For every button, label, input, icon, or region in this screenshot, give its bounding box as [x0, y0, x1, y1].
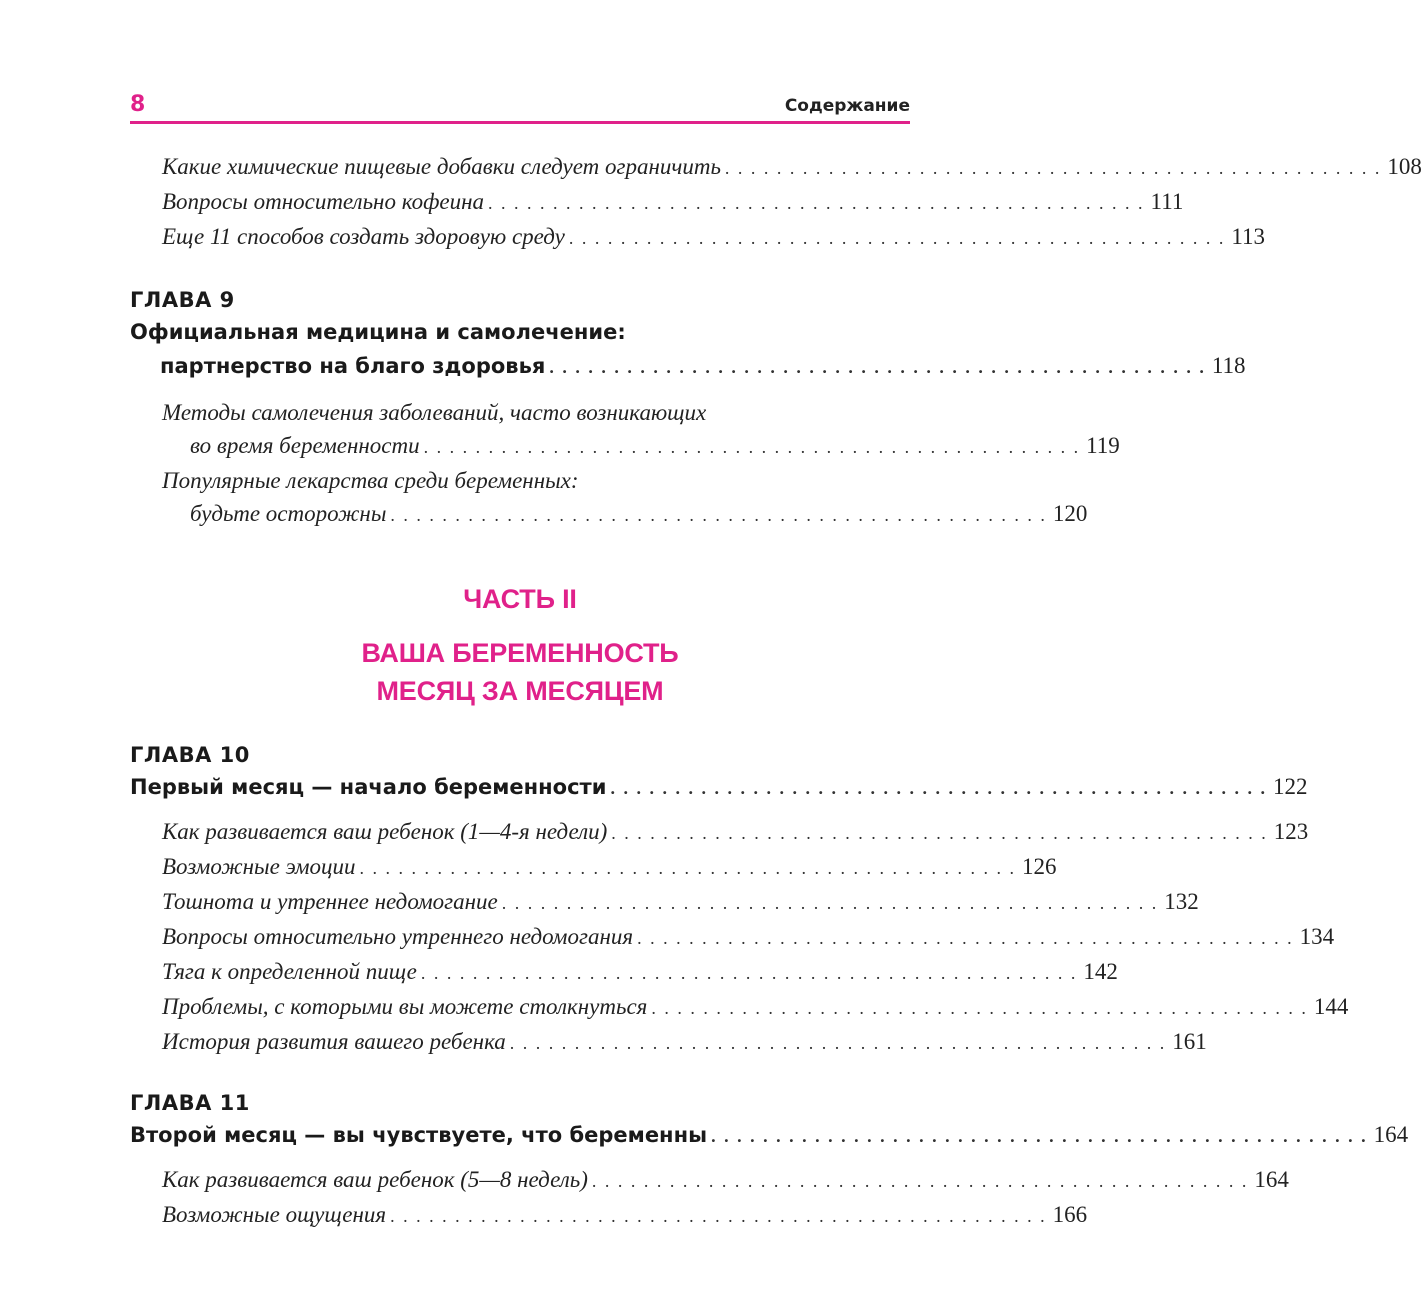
leader-dots: . . . . . . . . . . . . . . . . . . . . . . . . . . . . . . . . . . . . . . . . . . . . . . . . . . . [724, 158, 1382, 178]
toc-entry[interactable]: Возможные эмоции . . . . . . . . . . . . . . . . . . . . . . . . . . . . . . . . . . . . . . . . . . . . . . . . . . . 126 [130, 850, 942, 885]
toc-entry[interactable]: Какие химические пищевые добавки следует ограничить . . . . . . . . . . . . . . . . . . . . . . . . . . . . . . . . . . . . . . . . . . . . . . . . . . . 108 [130, 150, 942, 185]
leader-dots: . . . . . . . . . . . . . . . . . . . . . . . . . . . . . . . . . . . . . . . . . . . . . . . . . . . [509, 1033, 1167, 1053]
part-title: ВАША БЕРЕМЕННОСТЬ [361, 638, 679, 668]
toc-entry[interactable]: Тяга к определенной пище . . . . . . . . . . . . . . . . . . . . . . . . . . . . . . . . . . . . . . . . . . . . . . . . . . . 142 [130, 955, 942, 990]
page-ref: 132 [1164, 889, 1199, 914]
page-ref: 122 [1272, 774, 1308, 799]
leader-dots: . . . . . . . . . . . . . . . . . . . . . . . . . . . . . . . . . . . . . . . . . . . . . . . . . . . [420, 963, 1078, 983]
toc-entry-continued[interactable]: во время беременности . . . . . . . . . . . . . . . . . . . . . . . . . . . . . . . . . . . . . . . . . . . . . . . . . . . 119 [130, 429, 970, 464]
toc-entry[interactable]: Популярные лекарства среди беременных: [162, 468, 579, 493]
page-ref: 120 [1052, 501, 1088, 526]
page-ref: 161 [1172, 1029, 1207, 1054]
toc-entry-continued[interactable]: будьте осторожны . . . . . . . . . . . . . . . . . . . . . . . . . . . . . . . . . . . . . . . . . . . . . . . . . . . 120 [130, 497, 970, 532]
page-header [130, 92, 910, 120]
chapter-label: ГЛАВА 11 [130, 1091, 250, 1115]
leader-dots: . . . . . . . . . . . . . . . . . . . . . . . . . . . . . . . . . . . . . . . . . . . . . . . . . . . [488, 193, 1145, 213]
leader-dots: . . . . . . . . . . . . . . . . . . . . . . . . . . . . . . . . . . . . . . . . . . . . . . . . . . . [501, 893, 1159, 913]
page-ref: 142 [1083, 959, 1118, 984]
toc-entry[interactable]: Проблемы, с которыми вы можете столкнуться . . . . . . . . . . . . . . . . . . . . . . . . . . . . . . . . . . . . . . . . . . . . . . . . . . . 144 [130, 990, 942, 1025]
page-ref: 166 [1052, 1202, 1088, 1227]
toc-entry[interactable]: Еще 11 способов создать здоровую среду . . . . . . . . . . . . . . . . . . . . . . . . . . . . . . . . . . . . . . . . . . . . . . . . . . . 113 [130, 220, 942, 255]
leader-dots: . . . . . . . . . . . . . . . . . . . . . . . . . . . . . . . . . . . . . . . . . . . . . . . . . . . [637, 928, 1294, 948]
page-ref: 164 [1373, 1122, 1409, 1147]
leader-dots: . . . . . . . . . . . . . . . . . . . . . . . . . . . . . . . . . . . . . . . . . . . . . . . . . . . [711, 1126, 1368, 1146]
page-ref: 111 [1150, 189, 1184, 214]
chapter-label: ГЛАВА 10 [130, 743, 250, 767]
leader-dots: . . . . . . . . . . . . . . . . . . . . . . . . . . . . . . . . . . . . . . . . . . . . . . . . . . . [651, 998, 1308, 1018]
page-ref: 144 [1313, 994, 1349, 1019]
leader-dots: . . . . . . . . . . . . . . . . . . . . . . . . . . . . . . . . . . . . . . . . . . . . . . . . . . . [611, 823, 1268, 843]
table-of-contents [130, 150, 1422, 1233]
part-label: ЧАСТЬ II [463, 584, 577, 614]
chapter-title-continued[interactable]: партнерство на благо здоровья . . . . . . . . . . . . . . . . . . . . . . . . . . . . . . . . . . . . . . . . . . . . . . . . . . . 118 [130, 349, 940, 384]
chapter-title[interactable]: Официальная медицина и самолечение: [130, 320, 626, 344]
toc-entry[interactable]: Вопросы относительно кофеина . . . . . . . . . . . . . . . . . . . . . . . . . . . . . . . . . . . . . . . . . . . . . . . . . . . 111 [130, 185, 942, 220]
leader-dots: . . . . . . . . . . . . . . . . . . . . . . . . . . . . . . . . . . . . . . . . . . . . . . . . . . . [390, 505, 1047, 525]
page-ref: 123 [1273, 819, 1309, 844]
leader-dots: . . . . . . . . . . . . . . . . . . . . . . . . . . . . . . . . . . . . . . . . . . . . . . . . . . . [390, 1206, 1047, 1226]
page-ref: 118 [1211, 353, 1246, 378]
page-number: 8 [130, 92, 146, 117]
toc-entry[interactable]: Тошнота и утреннее недомогание . . . . . . . . . . . . . . . . . . . . . . . . . . . . . . . . . . . . . . . . . . . . . . . . . . . 132 [130, 885, 942, 920]
toc-entry[interactable]: Методы самолечения заболеваний, часто возникающих [162, 400, 707, 425]
chapter-title[interactable]: Первый месяц — начало беременности . . . . . . . . . . . . . . . . . . . . . . . . . . . . . . . . . . . . . . . . . . . . . . . . . . . 122 [130, 770, 910, 805]
toc-entry[interactable]: Как развивается ваш ребенок (1—4-я недели) . . . . . . . . . . . . . . . . . . . . . . . . . . . . . . . . . . . . . . . . . . . . . . . . . . . 123 [130, 815, 942, 850]
page-ref: 126 [1022, 854, 1057, 879]
toc-entry[interactable]: Как развивается ваш ребенок (5—8 недель) . . . . . . . . . . . . . . . . . . . . . . . . . . . . . . . . . . . . . . . . . . . . . . . . . . . 164 [130, 1163, 942, 1198]
header-rule [130, 121, 910, 124]
chapter-label: ГЛАВА 9 [130, 288, 235, 312]
page-ref: 164 [1254, 1167, 1289, 1192]
toc-entry[interactable]: Вопросы относительно утреннего недомогания . . . . . . . . . . . . . . . . . . . . . . . . . . . . . . . . . . . . . . . . . . . . . . . . . . . 134 [130, 920, 942, 955]
chapter-title[interactable]: Второй месяц — вы чувствуете, что беременны . . . . . . . . . . . . . . . . . . . . . . . . . . . . . . . . . . . . . . . . . . . . . . . . . . . 164 [130, 1118, 910, 1153]
toc-entry[interactable]: История развития вашего ребенка . . . . . . . . . . . . . . . . . . . . . . . . . . . . . . . . . . . . . . . . . . . . . . . . . . . 161 [130, 1025, 942, 1060]
leader-dots: . . . . . . . . . . . . . . . . . . . . . . . . . . . . . . . . . . . . . . . . . . . . . . . . . . . [549, 357, 1206, 377]
leader-dots: . . . . . . . . . . . . . . . . . . . . . . . . . . . . . . . . . . . . . . . . . . . . . . . . . . . [591, 1171, 1249, 1191]
page-ref: 134 [1299, 924, 1335, 949]
leader-dots: . . . . . . . . . . . . . . . . . . . . . . . . . . . . . . . . . . . . . . . . . . . . . . . . . . . [423, 437, 1081, 457]
leader-dots: . . . . . . . . . . . . . . . . . . . . . . . . . . . . . . . . . . . . . . . . . . . . . . . . . . . [568, 228, 1226, 248]
page-ref: 113 [1231, 224, 1265, 249]
leader-dots: . . . . . . . . . . . . . . . . . . . . . . . . . . . . . . . . . . . . . . . . . . . . . . . . . . . [610, 778, 1267, 798]
page-ref: 108 [1387, 154, 1422, 179]
toc-entry[interactable]: Возможные ощущения . . . . . . . . . . . . . . . . . . . . . . . . . . . . . . . . . . . . . . . . . . . . . . . . . . . 166 [130, 1198, 942, 1233]
part-title-continued: МЕСЯЦ ЗА МЕСЯЦЕМ [376, 676, 664, 706]
page-ref: 119 [1086, 433, 1120, 458]
running-title: Содержание [784, 96, 910, 116]
leader-dots: . . . . . . . . . . . . . . . . . . . . . . . . . . . . . . . . . . . . . . . . . . . . . . . . . . . [359, 858, 1017, 878]
